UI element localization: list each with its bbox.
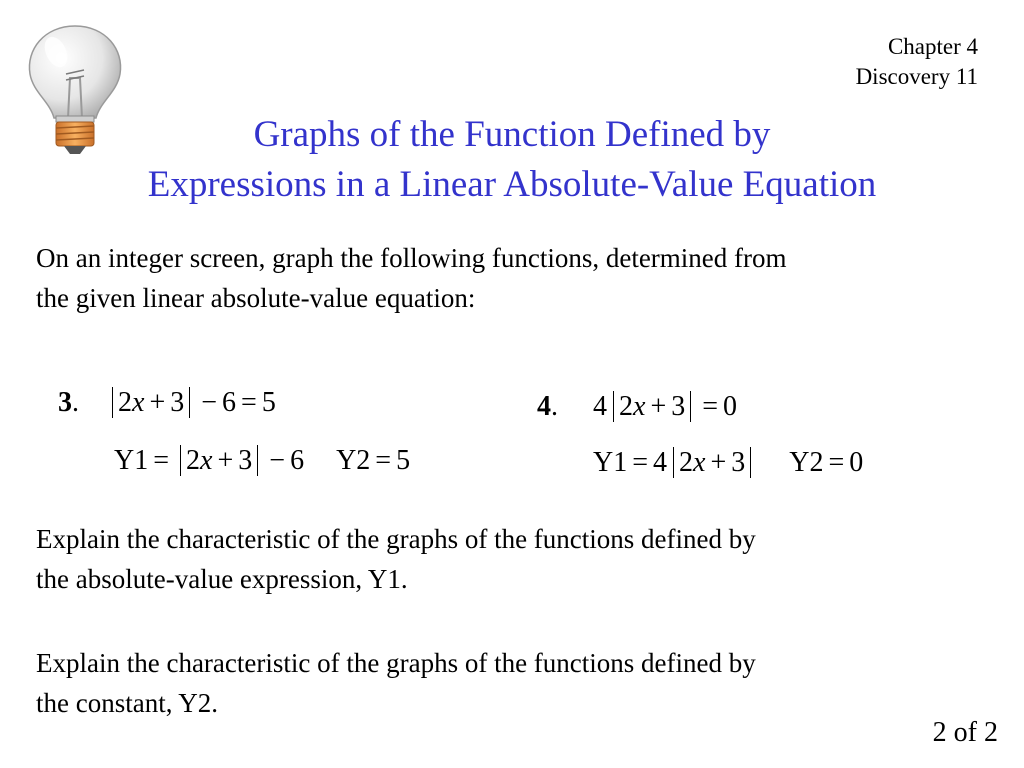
explain-y2-paragraph bbox=[36, 643, 996, 723]
y2-value: 0 bbox=[849, 447, 864, 478]
constant: 3 bbox=[170, 387, 185, 418]
problem-functions bbox=[114, 444, 410, 478]
equals-sign: = bbox=[828, 447, 845, 478]
problem-functions bbox=[593, 446, 863, 480]
chapter-header bbox=[856, 32, 978, 92]
explain-y1-line-1: Explain the characteristic of the graphs of the functions defined by bbox=[36, 524, 756, 554]
coefficient: 4 bbox=[593, 391, 607, 422]
absolute-value-expression bbox=[673, 447, 751, 478]
equals-sign: = bbox=[632, 447, 649, 478]
explain-y1-paragraph bbox=[36, 519, 996, 599]
absolute-value-expression bbox=[112, 387, 190, 418]
problem-equation bbox=[106, 386, 276, 420]
operator: + bbox=[650, 391, 667, 422]
coefficient: 2 bbox=[186, 445, 201, 476]
coefficient: 2 bbox=[118, 387, 132, 418]
right-hand-side: 5 bbox=[261, 387, 276, 418]
absolute-value-expression bbox=[613, 391, 691, 422]
variable: x bbox=[200, 445, 213, 476]
problem-number-period: . bbox=[72, 387, 79, 418]
y1-label: Y1 bbox=[593, 447, 628, 478]
discovery-label: Discovery 11 bbox=[855, 64, 978, 89]
operator: + bbox=[217, 445, 234, 476]
coefficient: 4 bbox=[653, 447, 668, 478]
y2-label: Y2 bbox=[789, 447, 824, 478]
equals-sign: = bbox=[375, 445, 392, 476]
constant: 6 bbox=[290, 445, 305, 476]
absolute-value-expression bbox=[180, 445, 258, 476]
constant: 3 bbox=[238, 445, 253, 476]
y2-label: Y2 bbox=[336, 445, 371, 476]
page-title bbox=[0, 110, 1024, 210]
equals-sign: = bbox=[153, 445, 170, 476]
title-line-2: Expressions in a Linear Absolute-Value Equation bbox=[147, 164, 877, 205]
problem-number-digit: 4 bbox=[537, 391, 551, 422]
variable: x bbox=[693, 447, 706, 478]
problem-number-digit: 3 bbox=[58, 387, 72, 418]
operator: − bbox=[269, 445, 286, 476]
intro-paragraph bbox=[36, 238, 996, 318]
explain-y2-line-2: the constant, Y2. bbox=[36, 688, 218, 718]
operator: + bbox=[149, 387, 166, 418]
title-line-1: Graphs of the Function Defined by bbox=[253, 114, 771, 155]
explain-y2-line-1: Explain the characteristic of the graphs of the functions defined by bbox=[36, 648, 756, 678]
operator: − bbox=[201, 387, 218, 418]
intro-line-1: On an integer screen, graph the following functions, determined from bbox=[36, 243, 787, 273]
explain-y1-line-2: the absolute-value expression, Y1. bbox=[36, 564, 408, 594]
problem-equation bbox=[593, 390, 737, 424]
constant: 6 bbox=[222, 387, 237, 418]
coefficient: 2 bbox=[679, 447, 694, 478]
equals-sign: = bbox=[702, 391, 719, 422]
problem-number bbox=[537, 390, 558, 424]
constant: 3 bbox=[731, 447, 746, 478]
intro-line-2: the given linear absolute-value equation: bbox=[36, 283, 476, 313]
page-number: 2 of 2 bbox=[932, 717, 998, 748]
problem-number bbox=[58, 386, 79, 420]
chapter-label: Chapter 4 bbox=[887, 34, 978, 59]
coefficient: 2 bbox=[619, 391, 633, 422]
y2-value: 5 bbox=[396, 445, 411, 476]
y1-label: Y1 bbox=[114, 445, 149, 476]
operator: + bbox=[710, 447, 727, 478]
variable: x bbox=[633, 391, 646, 422]
constant: 3 bbox=[671, 391, 686, 422]
problem-number-period: . bbox=[551, 391, 558, 422]
variable: x bbox=[132, 387, 145, 418]
equals-sign: = bbox=[241, 387, 257, 418]
right-hand-side: 0 bbox=[723, 391, 738, 422]
